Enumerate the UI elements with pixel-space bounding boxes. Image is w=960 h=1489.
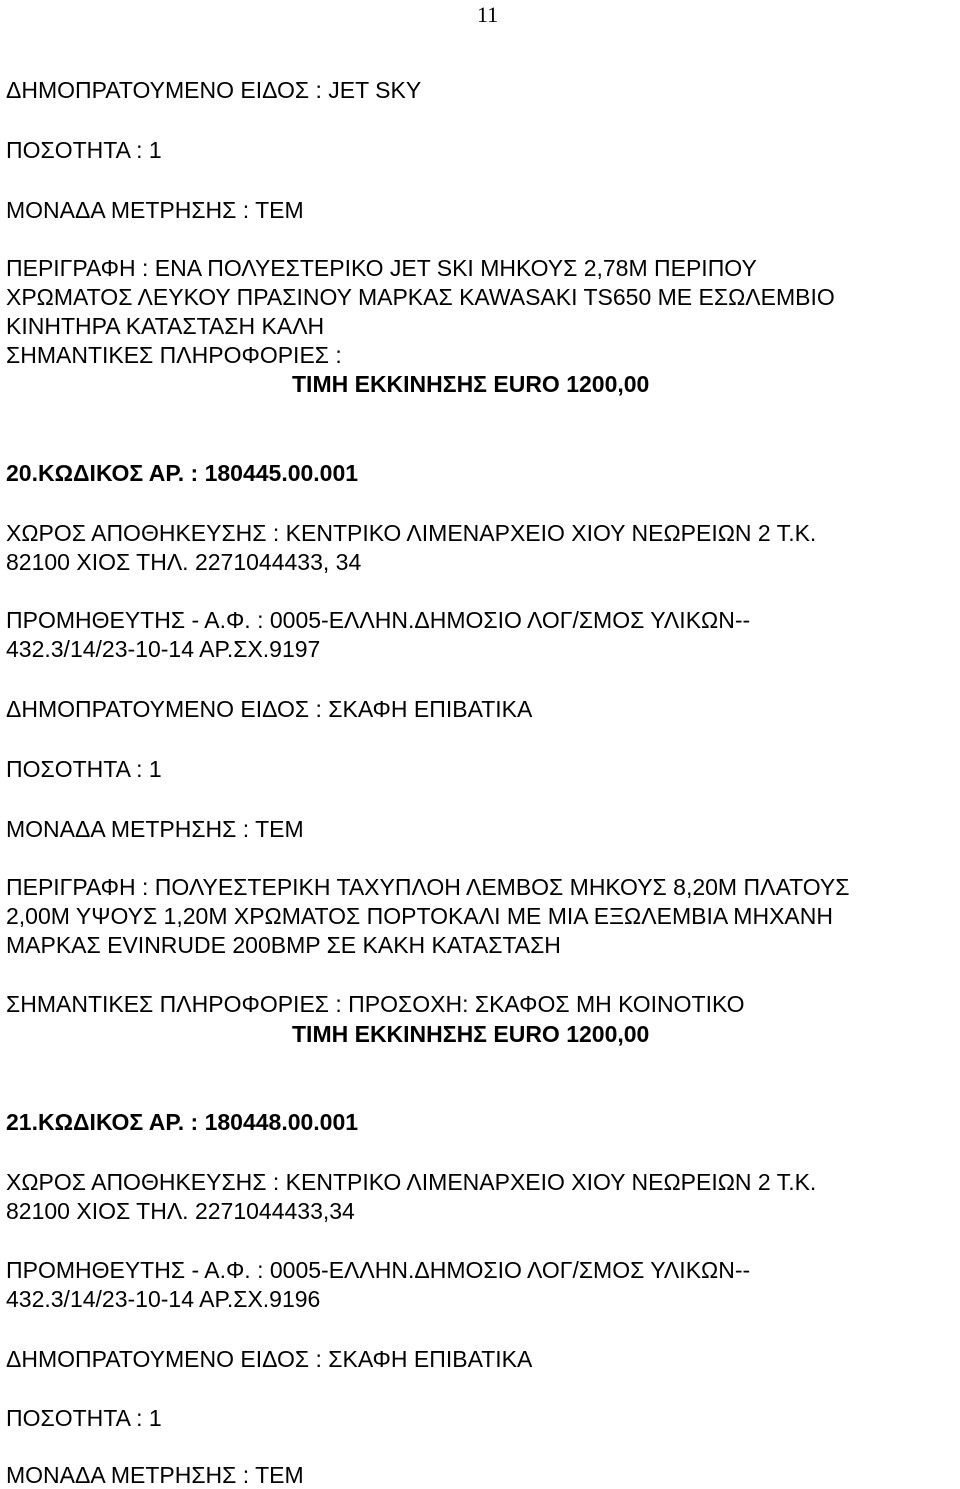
item-a-description-line-1: ΠΕΡΙΓΡΑΦΗ : ΕΝΑ ΠΟΛΥΕΣΤΕΡΙΚΟ JET SKI ΜΗΚΟΥΣ 2,78Μ ΠΕΡΙΠΟΥ	[6, 255, 757, 281]
lot-20-quantity: ΠΟΣΟΤΗΤΑ : 1	[6, 756, 162, 782]
item-a-type: ΔΗΜΟΠΡΑΤΟΥΜΕΝΟ ΕΙΔΟΣ : JET SKY	[6, 77, 422, 103]
lot-20-code: 20.ΚΩΔΙΚΟΣ ΑΡ. : 180445.00.001	[6, 460, 359, 486]
lot-21-supplier-line-1: ΠΡΟΜΗΘΕΥΤΗΣ - Α.Φ. : 0005-ΕΛΛΗΝ.ΔΗΜΟΣΙΟ ΛΟΓ/ΣΜΟΣ ΥΛΙΚΩΝ--	[6, 1257, 751, 1283]
lot-21-storage-line-1: ΧΩΡΟΣ ΑΠΟΘΗΚΕΥΣΗΣ : ΚΕΝΤΡΙΚΟ ΛΙΜΕΝΑΡΧΕΙΟ ΧΙΟΥ ΝΕΩΡΕΙΩΝ 2 Τ.Κ.	[6, 1169, 817, 1195]
lot-21-supplier-line-2: 432.3/14/23-10-14 ΑΡ.ΣΧ.9196	[6, 1286, 321, 1312]
item-a-description-line-2: ΧΡΩΜΑΤΟΣ ΛΕΥΚΟΥ ΠΡΑΣΙΝΟΥ ΜΑΡΚΑΣ KAWASAKI TS650 ΜΕ ΕΣΩΛΕΜΒΙΟ	[6, 284, 835, 310]
item-a-description-line-3: ΚΙΝΗΤΗΡΑ ΚΑΤΑΣΤΑΣΗ ΚΑΛΗ	[6, 313, 325, 339]
item-a-unit: ΜΟΝΑΔΑ ΜΕΤΡΗΣΗΣ : ΤΕΜ	[6, 197, 304, 223]
lot-20-unit: ΜΟΝΑΔΑ ΜΕΤΡΗΣΗΣ : ΤΕΜ	[6, 816, 304, 842]
lot-20-description-line-1: ΠΕΡΙΓΡΑΦΗ : ΠΟΛΥΕΣΤΕΡΙΚΗ ΤΑΧΥΠΛΟΗ ΛΕΜΒΟΣ ΜΗΚΟΥΣ 8,20Μ ΠΛΑΤΟΥΣ	[6, 874, 850, 900]
lot-21-code: 21.ΚΩΔΙΚΟΣ ΑΡ. : 180448.00.001	[6, 1109, 359, 1135]
item-a-price: ΤΙΜΗ ΕΚΚΙΝΗΣΗΣ EURO 1200,00	[292, 371, 650, 397]
lot-21-quantity: ΠΟΣΟΤΗΤΑ : 1	[6, 1405, 162, 1431]
lot-21-item-type: ΔΗΜΟΠΡΑΤΟΥΜΕΝΟ ΕΙΔΟΣ : ΣΚΑΦΗ ΕΠΙΒΑΤΙΚΑ	[6, 1346, 533, 1372]
page-number: 11	[477, 2, 499, 27]
item-a-info: ΣΗΜΑΝΤΙΚΕΣ ΠΛΗΡΟΦΟΡΙΕΣ :	[6, 342, 342, 368]
lot-20-supplier-line-1: ΠΡΟΜΗΘΕΥΤΗΣ - Α.Φ. : 0005-ΕΛΛΗΝ.ΔΗΜΟΣΙΟ ΛΟΓ/ΣΜΟΣ ΥΛΙΚΩΝ--	[6, 607, 751, 633]
lot-20-storage-line-2: 82100 ΧΙΟΣ ΤΗΛ. 2271044433, 34	[6, 549, 362, 575]
lot-20-info: ΣΗΜΑΝΤΙΚΕΣ ΠΛΗΡΟΦΟΡΙΕΣ : ΠΡΟΣΟΧΗ: ΣΚΑΦΟΣ ΜΗ ΚΟΙΝΟΤΙΚΟ	[6, 991, 745, 1017]
item-a-quantity: ΠΟΣΟΤΗΤΑ : 1	[6, 137, 162, 163]
lot-20-price: ΤΙΜΗ ΕΚΚΙΝΗΣΗΣ EURO 1200,00	[292, 1021, 650, 1047]
lot-20-supplier-line-2: 432.3/14/23-10-14 ΑΡ.ΣΧ.9197	[6, 636, 321, 662]
lot-20-item-type: ΔΗΜΟΠΡΑΤΟΥΜΕΝΟ ΕΙΔΟΣ : ΣΚΑΦΗ ΕΠΙΒΑΤΙΚΑ	[6, 696, 533, 722]
lot-20-storage-line-1: ΧΩΡΟΣ ΑΠΟΘΗΚΕΥΣΗΣ : ΚΕΝΤΡΙΚΟ ΛΙΜΕΝΑΡΧΕΙΟ ΧΙΟΥ ΝΕΩΡΕΙΩΝ 2 Τ.Κ.	[6, 520, 817, 546]
lot-21-storage-line-2: 82100 ΧΙΟΣ ΤΗΛ. 2271044433,34	[6, 1198, 355, 1224]
lot-20-description-line-3: ΜΑΡΚΑΣ EVINRUDE 200BMP ΣΕ ΚΑΚΗ ΚΑΤΑΣΤΑΣΗ	[6, 932, 561, 958]
lot-21-unit: ΜΟΝΑΔΑ ΜΕΤΡΗΣΗΣ : ΤΕΜ	[6, 1462, 304, 1488]
lot-20-description-line-2: 2,00Μ ΥΨΟΥΣ 1,20Μ ΧΡΩΜΑΤΟΣ ΠΟΡΤΟΚΑΛΙ ΜΕ ΜΙΑ ΕΞΩΛΕΜΒΙΑ ΜΗΧΑΝΗ	[6, 903, 833, 929]
